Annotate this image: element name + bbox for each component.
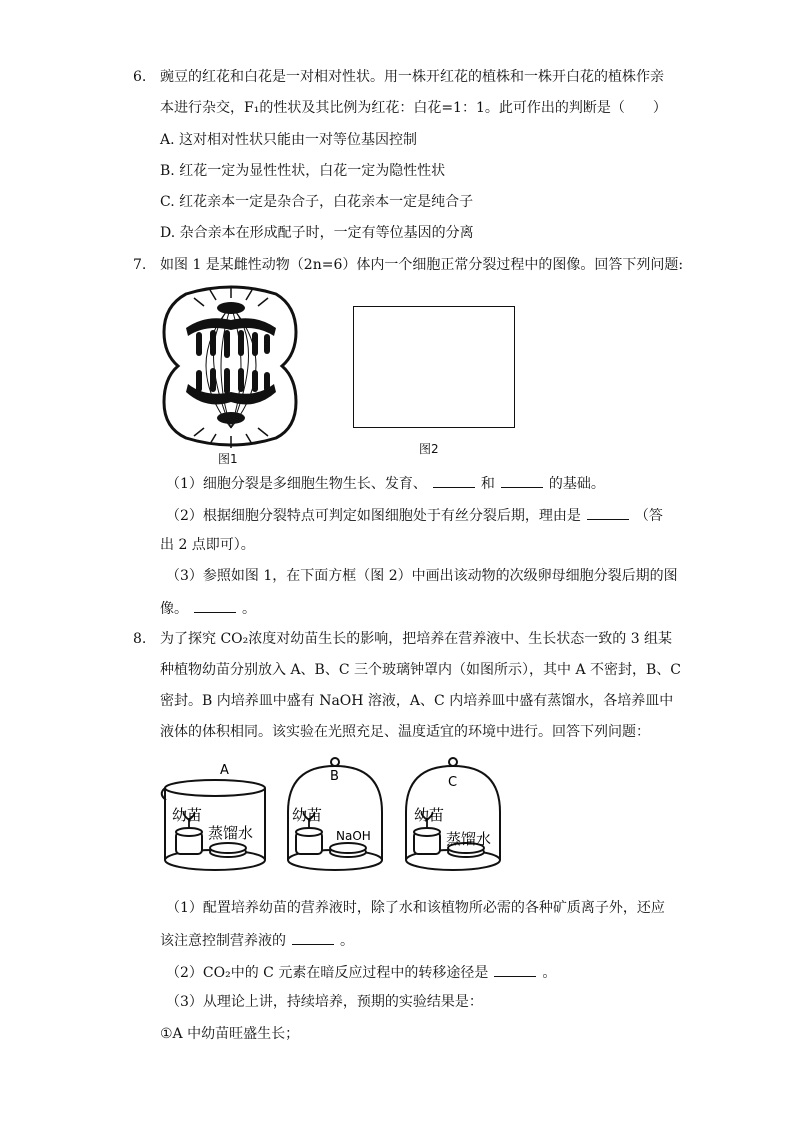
jar-a-liquid-label: 蒸馏水 bbox=[208, 824, 254, 842]
q7-sub3-text-b: 。 bbox=[242, 601, 256, 617]
q6-option-a: A. 这对相对性状只能由一对等位基因控制 bbox=[160, 132, 418, 148]
q8-stem-line4: 液体的体积相同。该实验在光照充足、温度适宜的环境中进行。回答下列问题： bbox=[160, 724, 650, 740]
jar-a-seedling-label: 幼苗 bbox=[172, 806, 203, 824]
jar-b-liquid-label: NaOH bbox=[336, 829, 371, 843]
q8-sub1-text-b: 。 bbox=[340, 933, 354, 949]
q7-sub3-text-a: 像。 bbox=[160, 601, 188, 617]
answer-blank[interactable] bbox=[433, 473, 475, 488]
answer-blank[interactable] bbox=[292, 930, 334, 945]
q6-option-d: D. 杂合亲本在形成配子时，一定有等位基因的分离 bbox=[160, 225, 474, 241]
q7-sub1-text-c: 的基础。 bbox=[548, 476, 605, 492]
answer-blank[interactable] bbox=[194, 598, 236, 613]
q6-stem-line1: 豌豆的红花和白花是一对相对性状。用一株开红花的植株和一株开白花的植株作亲 bbox=[160, 69, 664, 85]
q6-option-b: B. 红花一定为显性性状，白花一定为隐性性状 bbox=[160, 163, 446, 179]
q7-sub1 bbox=[166, 473, 605, 493]
answer-blank[interactable] bbox=[501, 473, 543, 488]
q7-sub2-text-a: （2）根据细胞分裂特点可判定如图细胞处于有丝分裂后期，理由是 bbox=[166, 508, 581, 524]
q7-sub1-text-a: （1）细胞分裂是多细胞生物生长、发育、 bbox=[166, 476, 427, 492]
jar-b-label: B bbox=[330, 769, 339, 784]
q7-sub2-text-b: （答 bbox=[634, 508, 663, 524]
jar-c-liquid-label: 蒸馏水 bbox=[446, 830, 492, 848]
answer-blank[interactable] bbox=[587, 505, 629, 520]
q8-result1: ①A 中幼苗旺盛生长； bbox=[160, 1026, 300, 1042]
q8-stem-line2: 种植物幼苗分别放入 A、B、C 三个玻璃钟罩内（如图所示），其中 A 不密封，B、C bbox=[160, 662, 682, 678]
q7-sub3-line1: （3）参照如图 1，在下面方框（图 2）中画出该动物的次级卵母细胞分裂后期的图 bbox=[166, 568, 678, 584]
q7-number: 7. bbox=[133, 257, 147, 273]
q8-sub2-text-b: 。 bbox=[542, 965, 557, 981]
q8-sub1-line1: （1）配置培养幼苗的营养液时，除了水和该植物所必需的各种矿质离子外，还应 bbox=[166, 900, 665, 916]
fig2-empty-box bbox=[353, 306, 515, 428]
q8-sub2 bbox=[166, 962, 556, 982]
jar-c-label: C bbox=[448, 775, 458, 790]
q8-sub2-text-a: （2）CO₂中的 C 元素在暗反应过程中的转移途径是 bbox=[166, 965, 489, 981]
jar-b-seedling-label: 幼苗 bbox=[292, 806, 323, 824]
fig2-caption: 图2 bbox=[419, 442, 439, 456]
q8-sub3: （3）从理论上讲，持续培养，预期的实验结果是： bbox=[166, 994, 483, 1010]
q7-sub1-text-b: 和 bbox=[480, 476, 495, 492]
q8-sub1-line2 bbox=[160, 930, 354, 950]
q7-stem: 如图 1 是某雌性动物（2n=6）体内一个细胞正常分裂过程中的图像。回答下列问题: bbox=[160, 257, 684, 273]
q8-sub1-text-a: 该注意控制营养液的 bbox=[160, 933, 286, 949]
q6-stem-line2: 本进行杂交，F₁的性状及其比例为红花：白花=1：1。此可作出的判断是（ ） bbox=[160, 100, 667, 116]
q7-sub2 bbox=[166, 505, 663, 525]
answer-blank[interactable] bbox=[494, 962, 536, 977]
q7-sub2-line2: 出 2 点即可）。 bbox=[160, 537, 255, 553]
q7-sub3-line2 bbox=[160, 598, 256, 618]
fig1-caption: 图1 bbox=[218, 452, 238, 466]
q6-option-c: C. 红花亲本一定是杂合子，白花亲本一定是纯合子 bbox=[160, 194, 474, 210]
q8-stem-line3: 密封。B 内培养皿中盛有 NaOH 溶液，A、C 内培养皿中盛有蒸馏水，各培养皿中 bbox=[160, 693, 674, 709]
q8-number: 8. bbox=[133, 631, 147, 647]
q8-stem-line1: 为了探究 CO₂浓度对幼苗生长的影响，把培养在营养液中、生长状态一致的 3 组某 bbox=[160, 631, 673, 647]
jar-c-seedling-label: 幼苗 bbox=[414, 806, 445, 824]
q8-bell-jar-figure bbox=[160, 752, 510, 882]
q6-number: 6. bbox=[133, 69, 147, 85]
fig1-cell-diagram bbox=[156, 284, 306, 450]
jar-a-label: A bbox=[220, 763, 229, 778]
